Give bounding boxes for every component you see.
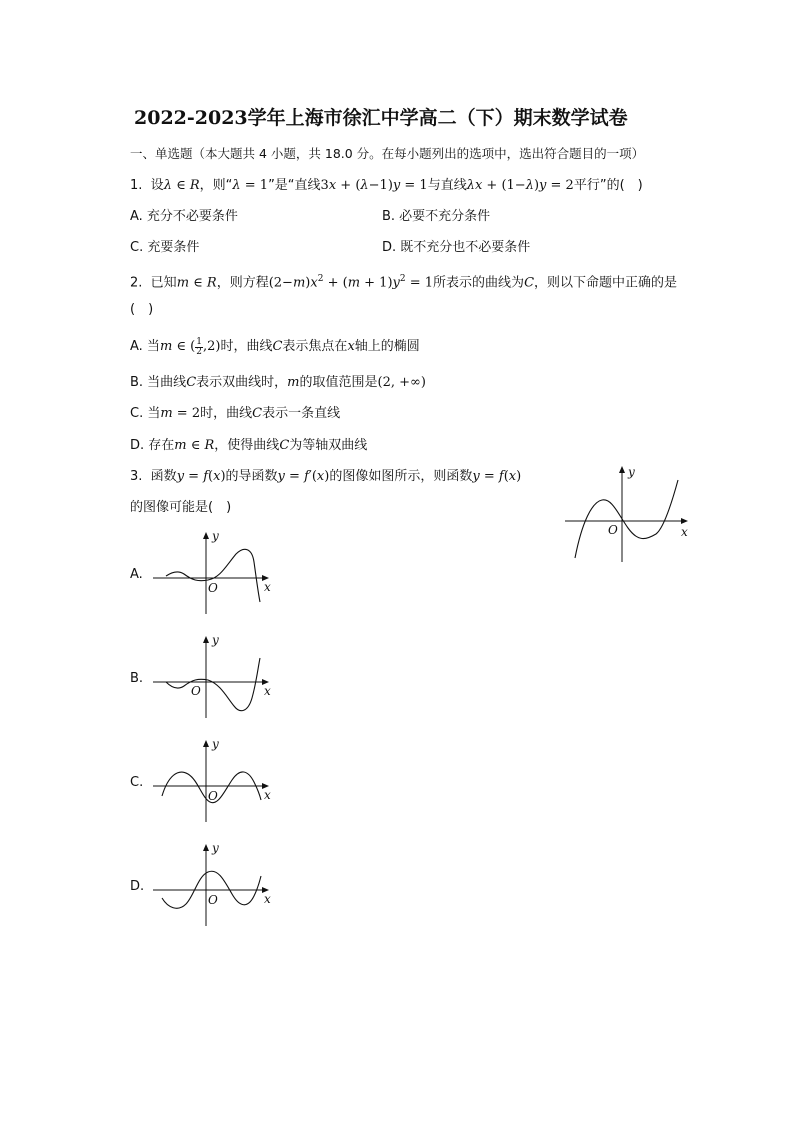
origin-label: O: [208, 893, 218, 907]
origin-label: O: [191, 684, 201, 698]
derivative-graph: [560, 462, 695, 567]
y-axis-arrow: [619, 466, 625, 473]
y-axis-label: y: [212, 633, 219, 647]
y-axis-arrow: [203, 844, 209, 851]
q3-option-b-graph: [148, 632, 278, 722]
x-axis-label: x: [264, 788, 271, 802]
q3-option-c-label: C.: [130, 775, 144, 790]
page-title: 2022-2023学年上海市徐汇中学高二（下）期末数学试卷: [134, 107, 628, 129]
q3-number: 3.: [130, 469, 143, 484]
x-axis-label: x: [681, 525, 688, 539]
section-header: 一、单选题（本大题共 4 小题，共 18.0 分。在每小题列出的选项中，选出符合题目的一项）: [130, 146, 645, 161]
q3-option-d-graph: [148, 840, 278, 930]
q2-option-c: C. 当m = 2时，曲线C表示一条直线: [130, 406, 341, 421]
q3-option-c-graph: [148, 736, 278, 826]
q2-option-a: A. 当m ∈ ( $\frac{1}{2}$ ,2)时，曲线C表示焦点在x轴上的椭圆: [130, 337, 420, 357]
q1-option-c: C. 充要条件: [130, 240, 200, 255]
origin-label: O: [208, 789, 218, 803]
y-axis-label: y: [212, 737, 219, 751]
question-3-stem: 3. 函数y = f(x)的导函数y = f′(x)的图像如图所示，则函数y = f(x): [130, 469, 522, 484]
x-axis-label: x: [264, 892, 271, 906]
q1-number: 1.: [130, 178, 143, 193]
origin-label: O: [208, 581, 218, 595]
q3-option-b-label: B.: [130, 671, 144, 686]
derivative-curve: [575, 480, 678, 558]
x-axis-arrow: [681, 518, 688, 524]
q3-option-a-graph: [148, 528, 278, 618]
q2-stem-continued: ( ): [130, 302, 154, 317]
x-axis-label: x: [264, 684, 271, 698]
q2-option-b: B. 当曲线C表示双曲线时，m的取值范围是(2, +∞): [130, 375, 426, 390]
x-axis-label: x: [264, 580, 271, 594]
y-axis-label: y: [628, 465, 635, 479]
y-axis-arrow: [203, 532, 209, 539]
q3-option-a-label: A.: [130, 567, 143, 582]
q3-option-d-label: D.: [130, 879, 145, 894]
y-axis-arrow: [203, 740, 209, 747]
y-axis-label: y: [212, 529, 219, 543]
question-1-stem: 1. 设λ ∈ R，则“λ = 1”是“直线3x + (λ−1)y = 1与直线λx + (1−λ)y = 2平行”的( ): [130, 178, 643, 193]
q1-option-d: D. 既不充分也不必要条件: [382, 240, 531, 255]
q2-number: 2.: [130, 275, 143, 291]
q3-stem-continued: 的图像可能是( ): [130, 500, 232, 515]
q1-option-b: B. 必要不充分条件: [382, 209, 491, 224]
y-axis-label: y: [212, 841, 219, 855]
q2-option-d: D. 存在m ∈ R，使得曲线C为等轴双曲线: [130, 438, 368, 453]
option-b-curve: [166, 658, 260, 711]
question-2-stem: 2. 已知m ∈ R，则方程$(2-m)x^2 + (m + 1)y^2 = 1$所表示的曲线为C，则以下命题中正确的是: [130, 274, 678, 291]
y-axis-arrow: [203, 636, 209, 643]
q1-option-a: A. 充分不必要条件: [130, 209, 238, 224]
origin-label: O: [608, 523, 618, 537]
